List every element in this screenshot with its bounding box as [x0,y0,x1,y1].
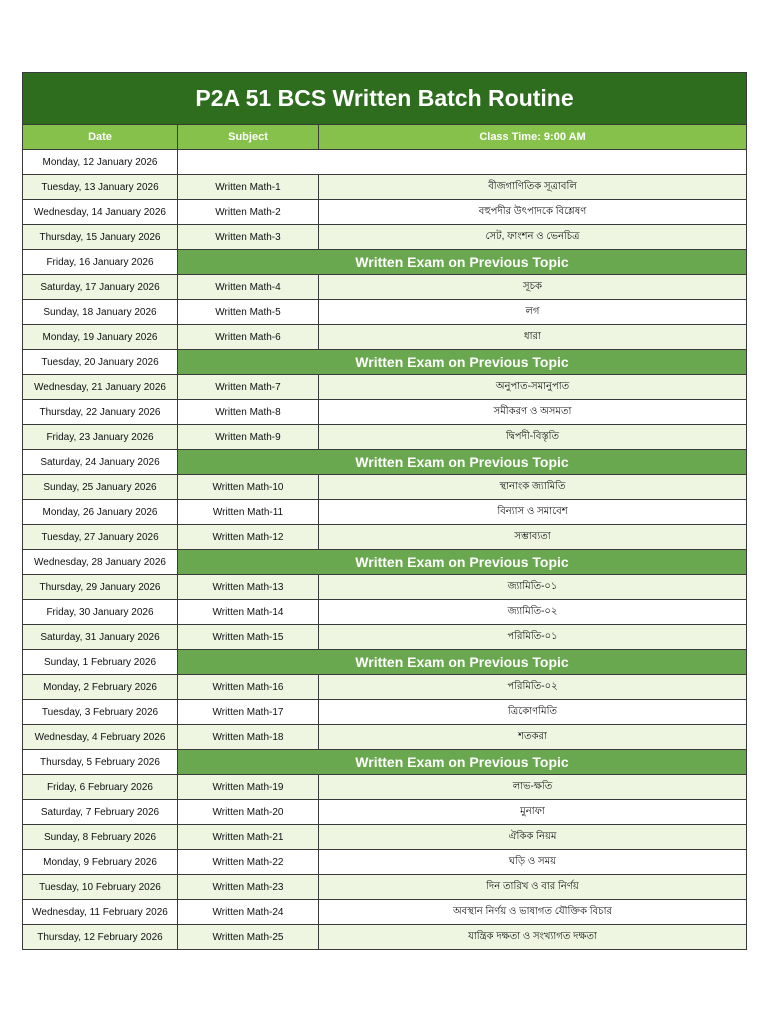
topic-cell: লগ [319,300,747,325]
subject-cell: Written Math-16 [178,675,319,700]
subject-cell: Written Math-2 [178,200,319,225]
subject-cell: Written Math-1 [178,175,319,200]
table-row [23,675,747,700]
date-cell: Monday, 26 January 2026 [23,500,178,525]
subject-cell: Written Math-15 [178,625,319,650]
topic-cell: মুনাফা [319,800,747,825]
date-cell: Friday, 30 January 2026 [23,600,178,625]
subject-cell: Written Math-21 [178,825,319,850]
topic-cell: স্থানাংক জ্যামিতি [319,475,747,500]
table-row [23,325,747,350]
exam-row [23,350,747,375]
exam-label-cell: Written Exam on Previous Topic [178,650,747,675]
topic-cell: জ্যামিতি-০১ [319,575,747,600]
date-cell: Tuesday, 10 February 2026 [23,875,178,900]
date-cell: Friday, 6 February 2026 [23,775,178,800]
table-row [23,400,747,425]
date-cell: Sunday, 8 February 2026 [23,825,178,850]
topic-cell: যান্ত্রিক দক্ষতা ও সংখ্যাগত দক্ষতা [319,925,747,950]
date-cell: Tuesday, 20 January 2026 [23,350,178,375]
topic-cell: ঐকিক নিয়ম [319,825,747,850]
date-cell: Wednesday, 14 January 2026 [23,200,178,225]
subject-cell: Written Math-9 [178,425,319,450]
topic-cell: পরিমিতি-০১ [319,625,747,650]
date-cell: Saturday, 31 January 2026 [23,625,178,650]
empty-cell [178,150,747,175]
date-cell: Friday, 23 January 2026 [23,425,178,450]
table-row [23,900,747,925]
date-cell: Sunday, 25 January 2026 [23,475,178,500]
date-cell: Sunday, 18 January 2026 [23,300,178,325]
table-row [23,875,747,900]
topic-cell: সম্ভাব্যতা [319,525,747,550]
table-row [23,175,747,200]
topic-cell: শতকরা [319,725,747,750]
exam-label-cell: Written Exam on Previous Topic [178,750,747,775]
subject-cell: Written Math-7 [178,375,319,400]
date-cell: Thursday, 5 February 2026 [23,750,178,775]
exam-label-cell: Written Exam on Previous Topic [178,550,747,575]
date-cell: Monday, 9 February 2026 [23,850,178,875]
table-row [23,375,747,400]
subject-cell: Written Math-10 [178,475,319,500]
date-cell: Tuesday, 3 February 2026 [23,700,178,725]
topic-cell: দিন তারিখ ও বার নির্ণয় [319,875,747,900]
table-row [23,150,747,175]
topic-cell: ত্রিকোণমিতি [319,700,747,725]
subject-cell: Written Math-25 [178,925,319,950]
date-cell: Friday, 16 January 2026 [23,250,178,275]
date-cell: Thursday, 22 January 2026 [23,400,178,425]
subject-cell: Written Math-5 [178,300,319,325]
topic-cell: বীজগাণিতিক সূত্রাবলি [319,175,747,200]
subject-cell: Written Math-6 [178,325,319,350]
topic-cell: সেট, ফাংশন ও ভেনচিত্র [319,225,747,250]
subject-column-header: Subject [178,125,319,150]
topic-cell: লাভ-ক্ষতি [319,775,747,800]
date-cell: Wednesday, 11 February 2026 [23,900,178,925]
table-row [23,925,747,950]
date-cell: Wednesday, 4 February 2026 [23,725,178,750]
subject-cell: Written Math-14 [178,600,319,625]
subject-cell: Written Math-4 [178,275,319,300]
exam-label-cell: Written Exam on Previous Topic [178,450,747,475]
exam-row [23,450,747,475]
class-time-column-header: Class Time: 9:00 AM [319,125,747,150]
exam-row [23,550,747,575]
subject-cell: Written Math-20 [178,800,319,825]
table-row [23,500,747,525]
header-row [23,125,747,150]
table-row [23,850,747,875]
subject-cell: Written Math-8 [178,400,319,425]
title-row [23,73,747,125]
table-row [23,225,747,250]
exam-label-cell: Written Exam on Previous Topic [178,350,747,375]
topic-cell: ঘড়ি ও সময় [319,850,747,875]
subject-cell: Written Math-19 [178,775,319,800]
subject-cell: Written Math-11 [178,500,319,525]
topic-cell: পরিমিতি-০২ [319,675,747,700]
date-cell: Thursday, 29 January 2026 [23,575,178,600]
topic-cell: জ্যামিতি-০২ [319,600,747,625]
table-row [23,625,747,650]
subject-cell: Written Math-22 [178,850,319,875]
routine-table [22,72,747,950]
date-cell: Saturday, 7 February 2026 [23,800,178,825]
table-row [23,725,747,750]
topic-cell: বিন্যাস ও সমাবেশ [319,500,747,525]
date-column-header: Date [23,125,178,150]
exam-row [23,750,747,775]
date-cell: Monday, 2 February 2026 [23,675,178,700]
topic-cell: সমীকরণ ও অসমতা [319,400,747,425]
table-row [23,600,747,625]
table-row [23,300,747,325]
date-cell: Saturday, 24 January 2026 [23,450,178,475]
date-cell: Saturday, 17 January 2026 [23,275,178,300]
date-cell: Thursday, 15 January 2026 [23,225,178,250]
subject-cell: Written Math-18 [178,725,319,750]
table-row [23,475,747,500]
exam-row [23,250,747,275]
date-cell: Thursday, 12 February 2026 [23,925,178,950]
subject-cell: Written Math-13 [178,575,319,600]
table-row [23,700,747,725]
table-row [23,825,747,850]
topic-cell: বহুপদীর উৎপাদকে বিশ্লেষণ [319,200,747,225]
table-row [23,200,747,225]
table-row [23,425,747,450]
routine-body [23,150,747,950]
exam-row [23,650,747,675]
table-row [23,575,747,600]
table-row [23,800,747,825]
subject-cell: Written Math-23 [178,875,319,900]
subject-cell: Written Math-12 [178,525,319,550]
date-cell: Tuesday, 27 January 2026 [23,525,178,550]
topic-cell: ধারা [319,325,747,350]
topic-cell: সূচক [319,275,747,300]
subject-cell: Written Math-17 [178,700,319,725]
topic-cell: দ্বিপদী-বিস্তৃতি [319,425,747,450]
topic-cell: অনুপাত-সমানুপাত [319,375,747,400]
subject-cell: Written Math-3 [178,225,319,250]
date-cell: Monday, 12 January 2026 [23,150,178,175]
date-cell: Monday, 19 January 2026 [23,325,178,350]
topic-cell: অবস্থান নির্ণয় ও ভাষাগত যৌক্তিক বিচার [319,900,747,925]
table-row [23,275,747,300]
table-row [23,525,747,550]
subject-cell: Written Math-24 [178,900,319,925]
exam-label-cell: Written Exam on Previous Topic [178,250,747,275]
date-cell: Tuesday, 13 January 2026 [23,175,178,200]
date-cell: Sunday, 1 February 2026 [23,650,178,675]
date-cell: Wednesday, 21 January 2026 [23,375,178,400]
date-cell: Wednesday, 28 January 2026 [23,550,178,575]
table-row [23,775,747,800]
routine-title: P2A 51 BCS Written Batch Routine [23,73,747,125]
